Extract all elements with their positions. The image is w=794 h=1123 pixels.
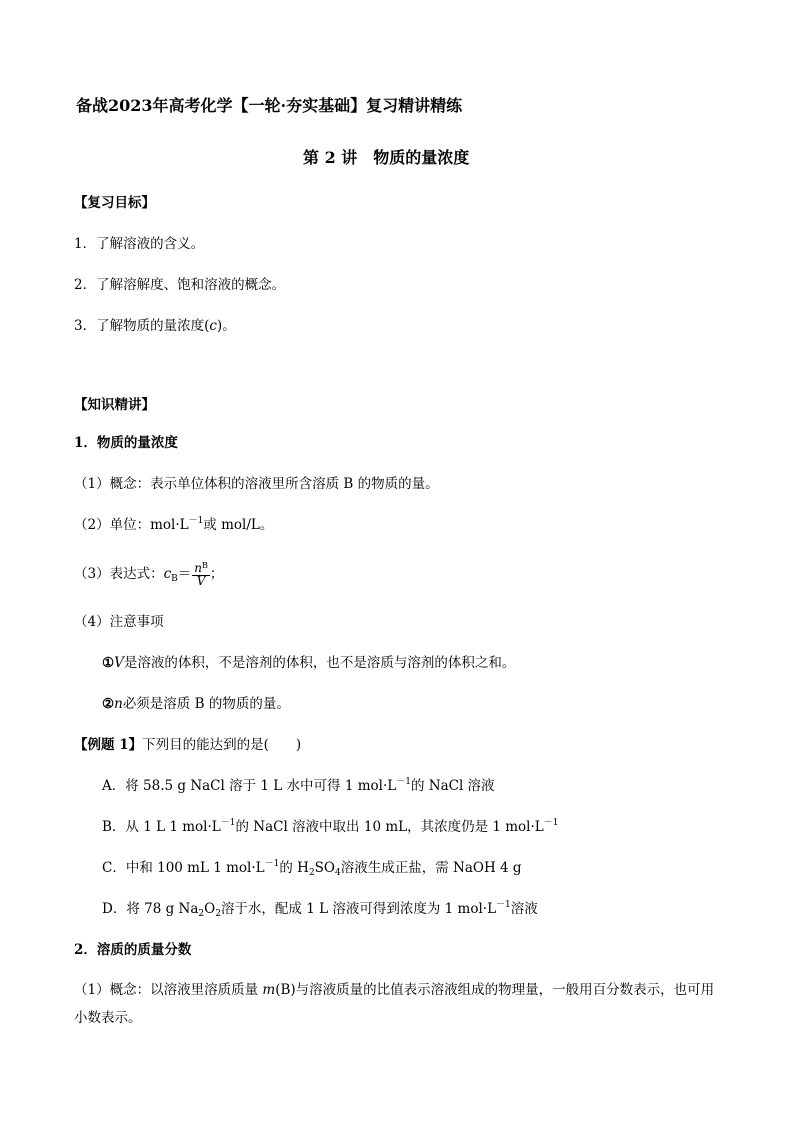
goal-item-1: 1．了解溶液的含义。 — [74, 236, 205, 252]
example-1-text: 下列目的能达到的是( ) — [142, 737, 302, 753]
lecture-title: 第 2 讲 物质的量浓度 — [303, 148, 470, 167]
notes-title: （4）注意事项 — [74, 614, 164, 630]
option-a-text-end: 的 NaCl 溶液 — [410, 778, 495, 794]
option-c-text-mid: 的 H — [279, 860, 309, 876]
option-c-text: C．中和 100 mL 1 mol·L — [102, 860, 265, 876]
goal-item-3-end: )。 — [216, 318, 236, 334]
option-c-subscript-1: 2 — [308, 868, 315, 878]
expression-equals: ＝ — [177, 566, 192, 582]
expression-c: c — [163, 566, 172, 582]
option-a-text: A．将 58.5 g NaCl 溶于 1 L 水中可得 1 mol·L — [102, 778, 397, 794]
section2-concept-symbol: m — [262, 982, 276, 998]
note-1-text: 是溶液的体积，不是溶剂的体积，也不是溶质与溶剂的体积之和。 — [123, 655, 516, 671]
expression-fraction — [192, 560, 210, 588]
option-c-superscript: －1 — [264, 859, 280, 869]
option-d-text-end: 溶液 — [510, 901, 538, 917]
option-d-subscript-1: 2 — [198, 909, 205, 919]
note-2-text: 必须是溶质 B 的物质的量。 — [122, 696, 290, 712]
option-b — [102, 817, 559, 839]
option-d-subscript-2: 2 — [215, 909, 221, 919]
note-1-symbol: V — [114, 655, 124, 671]
expression-label: （3）表达式： — [74, 566, 164, 582]
fraction-denominator: V — [196, 573, 206, 588]
option-d-text: D．将 78 g Na — [102, 901, 199, 917]
option-b-text-mid: 的 NaCl 溶液中取出 10 mL，其浓度仍是 1 mol·L — [235, 819, 544, 835]
option-d — [102, 899, 538, 921]
expression-c-subscript: B — [171, 574, 178, 584]
option-c-formula: SO — [314, 860, 335, 876]
section2-concept-text-end: (B)与溶液质量的比值表示溶液组成的物理量，一般用百分数表示，也可用 — [275, 982, 715, 998]
note-1-marker: ① — [102, 655, 115, 671]
section1-expression — [74, 559, 223, 591]
option-b-superscript: －1 — [220, 818, 236, 828]
option-a-superscript: －1 — [396, 777, 411, 787]
option-b-superscript-2: －1 — [543, 818, 559, 828]
goal-item-2: 2．了解溶解度、饱和溶液的概念。 — [74, 277, 286, 293]
fraction-numerator-superscript: B — [202, 560, 208, 570]
goal-item-3-text: 3．了解物质的量浓度( — [74, 318, 210, 334]
goals-heading: 【复习目标】 — [74, 195, 155, 211]
example-1-label: 【例题 1】 — [74, 737, 143, 753]
goal-item-3 — [74, 316, 236, 336]
expression-end: ； — [209, 566, 224, 582]
note-2-symbol: n — [114, 696, 123, 712]
option-d-superscript: －1 — [496, 900, 511, 910]
option-c-subscript-2: 4 — [335, 868, 341, 878]
unit-text-end: 或 mol/L。 — [203, 517, 274, 533]
goal-item-3-symbol: c — [209, 318, 217, 334]
section2-concept — [74, 980, 714, 1000]
section2-concept-text: （1）概念：以溶液里溶质质量 — [74, 982, 263, 998]
note-1 — [102, 653, 515, 673]
section1-concept: （1）概念：表示单位体积的溶液里所含溶质 B 的物质的量。 — [74, 476, 439, 492]
example-1-question — [74, 735, 301, 755]
note-2-marker: ② — [102, 696, 115, 712]
note-2 — [102, 694, 290, 714]
section2-title: 2．溶质的质量分数 — [74, 942, 192, 958]
fraction-numerator: n — [194, 560, 203, 575]
document-title: 备战2023年高考化学【一轮·夯实基础】复习精讲精练 — [76, 96, 463, 115]
section1-unit — [74, 515, 273, 537]
option-c-text-end: 溶液生成正盐，需 NaOH 4 g — [340, 860, 522, 876]
unit-superscript: －1 — [188, 516, 204, 526]
option-c — [102, 858, 522, 880]
option-d-text-mid: 溶于水，配成 1 L 溶液可得到浓度为 1 mol·L — [220, 901, 497, 917]
option-d-formula: O — [204, 901, 216, 917]
option-b-text: B．从 1 L 1 mol·L — [102, 819, 221, 835]
section2-concept-line2: 小数表示。 — [74, 1010, 142, 1026]
knowledge-heading: 【知识精讲】 — [74, 397, 155, 413]
unit-text: （2）单位：mol·L — [74, 517, 189, 533]
section1-title: 1．物质的量浓度 — [74, 435, 178, 451]
option-a — [102, 776, 495, 798]
